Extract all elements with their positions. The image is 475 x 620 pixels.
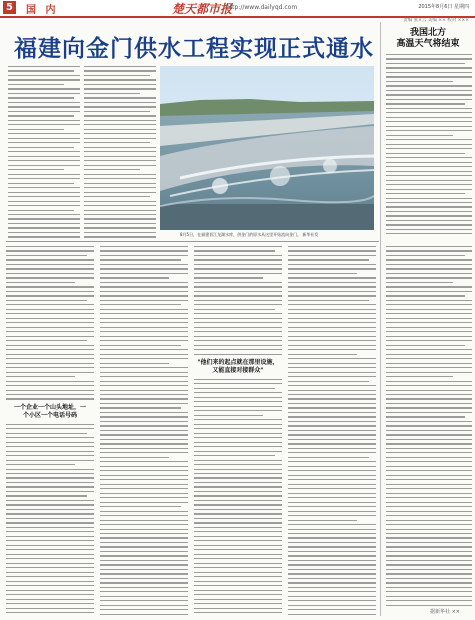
main-article-body-mid bbox=[84, 66, 156, 238]
issue-date: 2015年8月6日 星期四 bbox=[418, 4, 469, 10]
lower-article-col-4 bbox=[288, 246, 376, 616]
right-headline-line1: 我国北方 bbox=[409, 28, 446, 38]
lower-article-col-3 bbox=[194, 246, 282, 616]
photo-caption: 8月5日，在福建晋江龙湖水库，供金门的原水从这里开始流向金门。 新华社发 bbox=[180, 232, 319, 237]
water-channel-photo bbox=[160, 66, 374, 230]
newspaper-masthead bbox=[0, 0, 475, 18]
lower-article-col-5 bbox=[386, 246, 472, 606]
lower-article-col-1 bbox=[6, 246, 94, 616]
website-url: http://www.dailyqd.com bbox=[226, 4, 298, 11]
lower-subhead-2-line1: "他们来的起点就在那里设施， bbox=[197, 358, 279, 366]
main-article-body-left bbox=[8, 66, 80, 238]
right-article-headline bbox=[384, 28, 472, 50]
section-title: 国 内 bbox=[26, 5, 59, 16]
lower-subhead-1-line1: 一个企业一个山头地址，一 bbox=[13, 403, 86, 411]
right-headline-line2: 高温天气将结束 bbox=[396, 39, 460, 49]
page-number: 5 bbox=[3, 1, 16, 14]
section-divider bbox=[6, 241, 379, 242]
lower-article-col-2 bbox=[100, 246, 188, 616]
lower-subhead-1 bbox=[6, 404, 94, 420]
main-headline: 福建向金门供水工程实现正式通水 bbox=[14, 36, 374, 62]
lower-subhead-1-line2: 个小区一个电话号码 bbox=[22, 411, 77, 419]
article-byline: 据新华社 ×× bbox=[430, 609, 460, 615]
editor-credits: 责编 张×云 美编 ×× 校对 ××× bbox=[403, 18, 469, 23]
right-article-body bbox=[386, 54, 472, 234]
newspaper-logo: 楚天都市报 bbox=[172, 2, 233, 16]
lower-subhead-2-line2: 又能直接对接群众" bbox=[212, 366, 264, 374]
lower-subhead-2 bbox=[194, 359, 282, 375]
column-divider bbox=[380, 22, 381, 616]
